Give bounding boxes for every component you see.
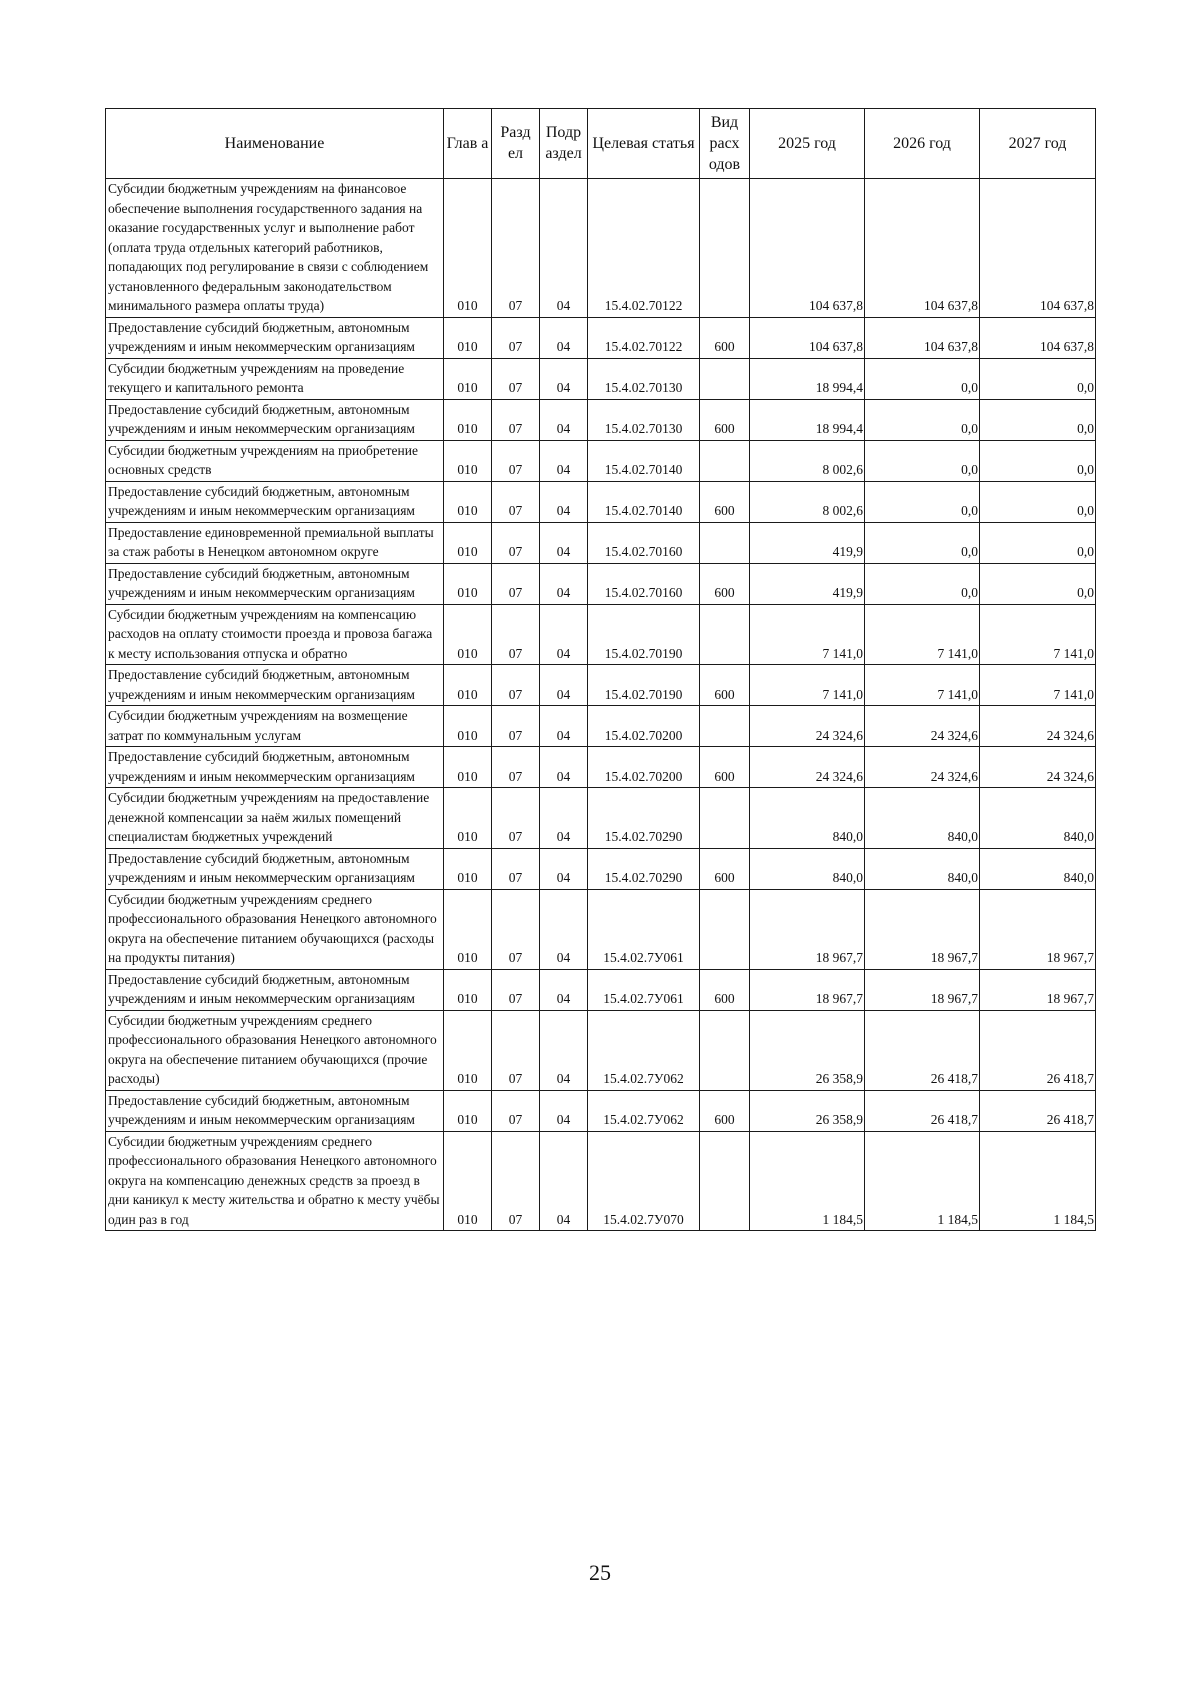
table-row <box>106 1131 1096 1231</box>
row-chapter: 010 <box>444 848 492 889</box>
row-amount-2025: 104 637,8 <box>750 179 865 318</box>
row-section: 07 <box>492 706 540 747</box>
row-chapter: 010 <box>444 604 492 665</box>
row-target-article: 15.4.02.70140 <box>588 440 700 481</box>
header-target-article: Целевая статья <box>588 109 700 179</box>
row-amount-2027: 24 324,6 <box>980 706 1096 747</box>
row-expense-type: 600 <box>700 747 750 788</box>
row-subsection: 04 <box>540 889 588 969</box>
row-subsection: 04 <box>540 706 588 747</box>
row-target-article: 15.4.02.70290 <box>588 788 700 849</box>
row-amount-2027: 0,0 <box>980 440 1096 481</box>
row-section: 07 <box>492 1090 540 1131</box>
row-amount-2027: 0,0 <box>980 522 1096 563</box>
row-section: 07 <box>492 1131 540 1231</box>
row-amount-2025: 8 002,6 <box>750 481 865 522</box>
row-subsection: 04 <box>540 969 588 1010</box>
row-amount-2025: 419,9 <box>750 563 865 604</box>
row-section: 07 <box>492 1010 540 1090</box>
row-amount-2026: 0,0 <box>865 440 980 481</box>
row-amount-2025: 18 967,7 <box>750 969 865 1010</box>
header-expense-type: Вид расх одов <box>700 109 750 179</box>
row-amount-2026: 0,0 <box>865 481 980 522</box>
row-section: 07 <box>492 563 540 604</box>
row-expense-type <box>700 440 750 481</box>
row-target-article: 15.4.02.70130 <box>588 399 700 440</box>
row-chapter: 010 <box>444 179 492 318</box>
row-section: 07 <box>492 522 540 563</box>
row-section: 07 <box>492 788 540 849</box>
row-amount-2026: 7 141,0 <box>865 604 980 665</box>
row-target-article: 15.4.02.7У070 <box>588 1131 700 1231</box>
row-subsection: 04 <box>540 1131 588 1231</box>
row-subsection: 04 <box>540 747 588 788</box>
row-chapter: 010 <box>444 665 492 706</box>
row-name: Предоставление субсидий бюджетным, автономным учреждениям и иным некоммерческим организациям <box>106 317 444 358</box>
table-row <box>106 1090 1096 1131</box>
row-amount-2025: 419,9 <box>750 522 865 563</box>
row-chapter: 010 <box>444 969 492 1010</box>
row-section: 07 <box>492 481 540 522</box>
row-amount-2026: 0,0 <box>865 399 980 440</box>
row-expense-type <box>700 1131 750 1231</box>
row-amount-2027: 18 967,7 <box>980 889 1096 969</box>
row-amount-2026: 0,0 <box>865 358 980 399</box>
row-expense-type: 600 <box>700 665 750 706</box>
row-amount-2027: 0,0 <box>980 399 1096 440</box>
row-name: Субсидии бюджетным учреждениям среднего профессионального образования Ненецкого автономного округа на обеспечение питанием обучающихся (расходы на продукты питания) <box>106 889 444 969</box>
row-target-article: 15.4.02.70200 <box>588 747 700 788</box>
row-expense-type <box>700 889 750 969</box>
row-amount-2025: 104 637,8 <box>750 317 865 358</box>
row-amount-2027: 18 967,7 <box>980 969 1096 1010</box>
row-target-article: 15.4.02.70160 <box>588 522 700 563</box>
row-name: Предоставление субсидий бюджетным, автономным учреждениям и иным некоммерческим организациям <box>106 563 444 604</box>
row-subsection: 04 <box>540 1090 588 1131</box>
row-amount-2027: 1 184,5 <box>980 1131 1096 1231</box>
row-amount-2026: 840,0 <box>865 788 980 849</box>
row-subsection: 04 <box>540 1010 588 1090</box>
row-subsection: 04 <box>540 563 588 604</box>
page-number: 25 <box>589 1560 611 1585</box>
row-name: Субсидии бюджетным учреждениям на компенсацию расходов на оплату стоимости проезда и провоза багажа к месту использования отпуска и обратно <box>106 604 444 665</box>
row-target-article: 15.4.02.7У062 <box>588 1010 700 1090</box>
row-name: Субсидии бюджетным учреждениям на предоставление денежной компенсации за наём жилых помещений специалистам бюджетных учреждений <box>106 788 444 849</box>
row-amount-2025: 8 002,6 <box>750 440 865 481</box>
row-amount-2026: 24 324,6 <box>865 747 980 788</box>
row-section: 07 <box>492 889 540 969</box>
row-target-article: 15.4.02.70160 <box>588 563 700 604</box>
row-amount-2025: 24 324,6 <box>750 706 865 747</box>
row-amount-2026: 1 184,5 <box>865 1131 980 1231</box>
table-row <box>106 481 1096 522</box>
row-amount-2026: 18 967,7 <box>865 889 980 969</box>
row-chapter: 010 <box>444 358 492 399</box>
row-amount-2026: 18 967,7 <box>865 969 980 1010</box>
row-amount-2026: 840,0 <box>865 848 980 889</box>
row-expense-type: 600 <box>700 317 750 358</box>
row-amount-2027: 0,0 <box>980 481 1096 522</box>
row-amount-2026: 104 637,8 <box>865 317 980 358</box>
table-row <box>106 1010 1096 1090</box>
row-section: 07 <box>492 848 540 889</box>
row-name: Предоставление единовременной премиальной выплаты за стаж работы в Ненецком автономном округе <box>106 522 444 563</box>
row-expense-type <box>700 706 750 747</box>
row-target-article: 15.4.02.7У062 <box>588 1090 700 1131</box>
row-amount-2025: 26 358,9 <box>750 1090 865 1131</box>
row-section: 07 <box>492 604 540 665</box>
row-amount-2025: 18 994,4 <box>750 399 865 440</box>
table-row <box>106 969 1096 1010</box>
row-chapter: 010 <box>444 522 492 563</box>
row-amount-2027: 0,0 <box>980 563 1096 604</box>
row-chapter: 010 <box>444 889 492 969</box>
row-section: 07 <box>492 399 540 440</box>
row-name: Субсидии бюджетным учреждениям на проведение текущего и капитального ремонта <box>106 358 444 399</box>
row-expense-type: 600 <box>700 563 750 604</box>
row-name: Предоставление субсидий бюджетным, автономным учреждениям и иным некоммерческим организациям <box>106 481 444 522</box>
row-name: Субсидии бюджетным учреждениям на возмещение затрат по коммунальным услугам <box>106 706 444 747</box>
row-amount-2027: 7 141,0 <box>980 604 1096 665</box>
row-name: Предоставление субсидий бюджетным, автономным учреждениям и иным некоммерческим организациям <box>106 969 444 1010</box>
header-subsection: Подр аздел <box>540 109 588 179</box>
row-expense-type: 600 <box>700 1090 750 1131</box>
row-chapter: 010 <box>444 706 492 747</box>
row-amount-2026: 24 324,6 <box>865 706 980 747</box>
row-target-article: 15.4.02.70122 <box>588 179 700 318</box>
row-amount-2027: 104 637,8 <box>980 179 1096 318</box>
row-amount-2025: 26 358,9 <box>750 1010 865 1090</box>
table-body <box>106 179 1096 1231</box>
row-amount-2027: 7 141,0 <box>980 665 1096 706</box>
row-amount-2025: 24 324,6 <box>750 747 865 788</box>
row-name: Предоставление субсидий бюджетным, автономным учреждениям и иным некоммерческим организациям <box>106 747 444 788</box>
table-row <box>106 604 1096 665</box>
table-header <box>106 109 1096 179</box>
row-amount-2027: 24 324,6 <box>980 747 1096 788</box>
row-subsection: 04 <box>540 522 588 563</box>
row-subsection: 04 <box>540 848 588 889</box>
table-row <box>106 747 1096 788</box>
table-row <box>106 848 1096 889</box>
row-subsection: 04 <box>540 317 588 358</box>
table-row <box>106 706 1096 747</box>
row-chapter: 010 <box>444 1010 492 1090</box>
row-section: 07 <box>492 358 540 399</box>
header-chapter: Глав а <box>444 109 492 179</box>
row-target-article: 15.4.02.70290 <box>588 848 700 889</box>
row-amount-2026: 26 418,7 <box>865 1090 980 1131</box>
table-row <box>106 522 1096 563</box>
row-chapter: 010 <box>444 563 492 604</box>
row-name: Субсидии бюджетным учреждениям среднего профессионального образования Ненецкого автономного округа на обеспечение питанием обучающихся (прочие расходы) <box>106 1010 444 1090</box>
row-amount-2026: 26 418,7 <box>865 1010 980 1090</box>
header-year-2027: 2027 год <box>980 109 1096 179</box>
row-target-article: 15.4.02.70190 <box>588 665 700 706</box>
row-expense-type: 600 <box>700 969 750 1010</box>
row-amount-2026: 0,0 <box>865 522 980 563</box>
row-name: Предоставление субсидий бюджетным, автономным учреждениям и иным некоммерческим организациям <box>106 665 444 706</box>
row-subsection: 04 <box>540 358 588 399</box>
row-expense-type: 600 <box>700 399 750 440</box>
row-amount-2026: 104 637,8 <box>865 179 980 318</box>
row-chapter: 010 <box>444 788 492 849</box>
row-target-article: 15.4.02.70122 <box>588 317 700 358</box>
row-amount-2025: 7 141,0 <box>750 665 865 706</box>
header-row <box>106 109 1096 179</box>
table-row <box>106 788 1096 849</box>
row-expense-type <box>700 604 750 665</box>
row-name: Субсидии бюджетным учреждениям на приобретение основных средств <box>106 440 444 481</box>
row-amount-2027: 104 637,8 <box>980 317 1096 358</box>
row-chapter: 010 <box>444 399 492 440</box>
row-subsection: 04 <box>540 179 588 318</box>
row-subsection: 04 <box>540 788 588 849</box>
row-name: Предоставление субсидий бюджетным, автономным учреждениям и иным некоммерческим организациям <box>106 399 444 440</box>
row-name: Предоставление субсидий бюджетным, автономным учреждениям и иным некоммерческим организациям <box>106 1090 444 1131</box>
row-amount-2025: 1 184,5 <box>750 1131 865 1231</box>
row-section: 07 <box>492 969 540 1010</box>
row-amount-2025: 18 994,4 <box>750 358 865 399</box>
row-amount-2026: 0,0 <box>865 563 980 604</box>
row-subsection: 04 <box>540 665 588 706</box>
row-subsection: 04 <box>540 440 588 481</box>
row-name: Предоставление субсидий бюджетным, автономным учреждениям и иным некоммерческим организациям <box>106 848 444 889</box>
row-expense-type <box>700 358 750 399</box>
row-expense-type <box>700 1010 750 1090</box>
table-row <box>106 358 1096 399</box>
row-section: 07 <box>492 747 540 788</box>
row-target-article: 15.4.02.70190 <box>588 604 700 665</box>
budget-table <box>105 108 1096 1231</box>
row-target-article: 15.4.02.7У061 <box>588 969 700 1010</box>
row-subsection: 04 <box>540 481 588 522</box>
row-chapter: 010 <box>444 747 492 788</box>
row-expense-type: 600 <box>700 481 750 522</box>
row-name: Субсидии бюджетным учреждениям среднего профессионального образования Ненецкого автономного округа на компенсацию денежных средств за проезд в дни каникул к месту жительства и обратно к месту учёбы один раз в год <box>106 1131 444 1231</box>
row-subsection: 04 <box>540 604 588 665</box>
row-section: 07 <box>492 317 540 358</box>
row-expense-type <box>700 179 750 318</box>
header-section: Разд ел <box>492 109 540 179</box>
row-chapter: 010 <box>444 1090 492 1131</box>
row-expense-type <box>700 522 750 563</box>
row-expense-type <box>700 788 750 849</box>
row-amount-2027: 26 418,7 <box>980 1090 1096 1131</box>
row-section: 07 <box>492 665 540 706</box>
header-year-2026: 2026 год <box>865 109 980 179</box>
header-year-2025: 2025 год <box>750 109 865 179</box>
table-row <box>106 399 1096 440</box>
row-section: 07 <box>492 179 540 318</box>
row-target-article: 15.4.02.70200 <box>588 706 700 747</box>
row-amount-2027: 0,0 <box>980 358 1096 399</box>
row-amount-2025: 840,0 <box>750 788 865 849</box>
row-subsection: 04 <box>540 399 588 440</box>
row-name: Субсидии бюджетным учреждениям на финансовое обеспечение выполнения государственного задания на оказание государственных услуг и выполнение работ (оплата труда отдельных категорий работников, попадающих под регулирование в связи с соблюдением установленного федеральным законодательством минимального размера оплаты труда) <box>106 179 444 318</box>
row-amount-2027: 26 418,7 <box>980 1010 1096 1090</box>
table-row <box>106 179 1096 318</box>
row-amount-2027: 840,0 <box>980 788 1096 849</box>
row-chapter: 010 <box>444 440 492 481</box>
row-chapter: 010 <box>444 1131 492 1231</box>
row-target-article: 15.4.02.70130 <box>588 358 700 399</box>
row-target-article: 15.4.02.70140 <box>588 481 700 522</box>
table-row <box>106 889 1096 969</box>
row-amount-2025: 840,0 <box>750 848 865 889</box>
row-amount-2025: 18 967,7 <box>750 889 865 969</box>
header-name: Наименование <box>106 109 444 179</box>
table-row <box>106 440 1096 481</box>
table-row <box>106 563 1096 604</box>
row-chapter: 010 <box>444 481 492 522</box>
row-amount-2025: 7 141,0 <box>750 604 865 665</box>
row-section: 07 <box>492 440 540 481</box>
row-amount-2026: 7 141,0 <box>865 665 980 706</box>
row-expense-type: 600 <box>700 848 750 889</box>
row-chapter: 010 <box>444 317 492 358</box>
table-row <box>106 665 1096 706</box>
table-row <box>106 317 1096 358</box>
row-target-article: 15.4.02.7У061 <box>588 889 700 969</box>
row-amount-2027: 840,0 <box>980 848 1096 889</box>
